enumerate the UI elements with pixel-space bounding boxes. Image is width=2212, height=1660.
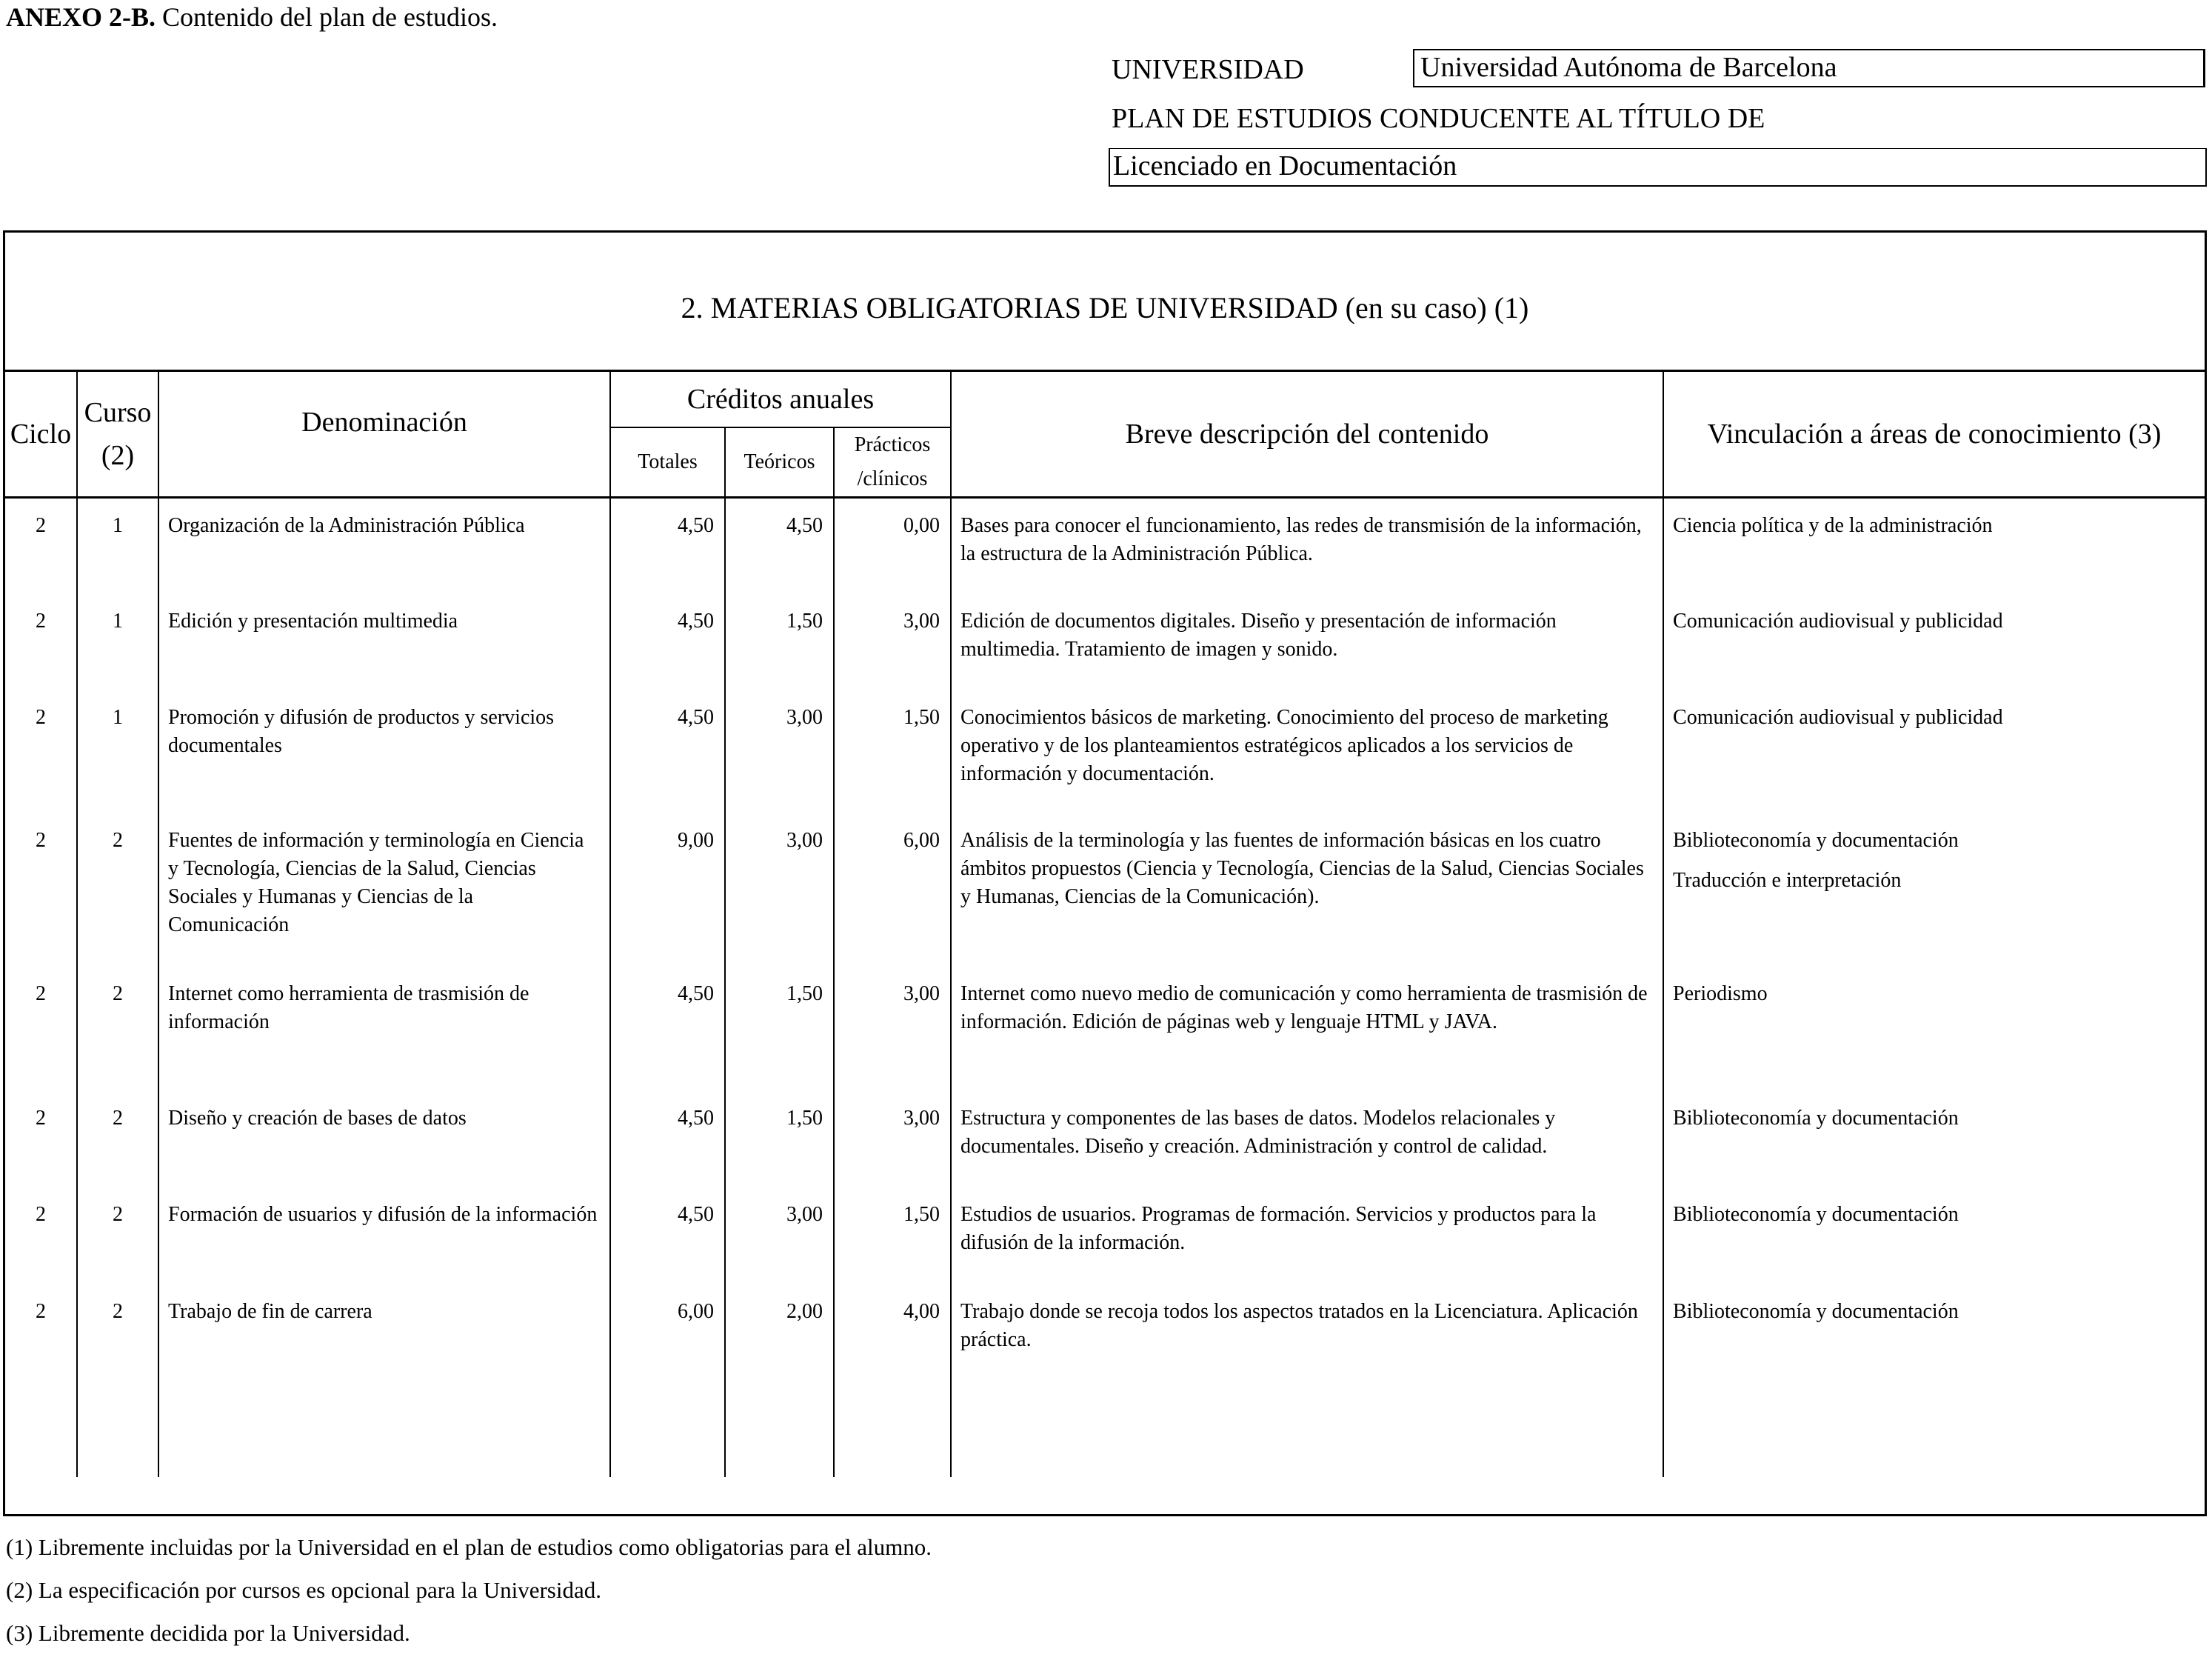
cell-teoricos: 3,00 — [725, 1187, 834, 1284]
cell-teoricos: 1,50 — [725, 1091, 834, 1187]
cell-totales: 4,50 — [610, 690, 725, 813]
cell-ciclo: 2 — [5, 1284, 77, 1399]
table-row — [5, 690, 2205, 813]
cell-totales: 6,00 — [610, 1284, 725, 1399]
subjects-table — [5, 370, 2205, 1477]
cell-descripcion: Análisis de la terminología y las fuentes de información básicas en los cuatro ámbitos propuestos (Ciencia y Tecnología, Ciencias de la Salud, Ciencias Sociales y Humanas, Ciencias de la Comunicación). — [951, 813, 1663, 967]
university-label: UNIVERSIDAD — [1112, 54, 1304, 85]
cell-denominacion: Edición y presentación multimedia — [158, 594, 610, 690]
cell-descripcion: Estructura y componentes de las bases de datos. Modelos relacionales y documentales. Diseño y creación. Administración y control de calidad. — [951, 1091, 1663, 1187]
cell-totales: 4,50 — [610, 1187, 725, 1284]
cell-practicos: 6,00 — [834, 813, 951, 967]
col-header-vinculacion: Vinculación a áreas de conocimiento (3) — [1663, 371, 2205, 498]
cell-areas — [1663, 967, 2205, 1091]
knowledge-area: Biblioteconomía y documentación — [1673, 1107, 1959, 1130]
empty-cell — [158, 1399, 610, 1477]
table-row — [5, 813, 2205, 967]
footnotes — [6, 1526, 932, 1655]
col-header-denominacion: Denominación — [158, 371, 610, 498]
cell-teoricos: 2,00 — [725, 1284, 834, 1399]
knowledge-area: Biblioteconomía y documentación — [1673, 829, 1959, 852]
cell-ciclo: 2 — [5, 1187, 77, 1284]
col-header-curso: Curso (2) — [77, 371, 158, 498]
table-row — [5, 1187, 2205, 1284]
cell-curso: 2 — [77, 1284, 158, 1399]
cell-areas — [1663, 813, 2205, 967]
cell-curso: 1 — [77, 594, 158, 690]
footnote-1: (1) Libremente incluidas por la Universidad en el plan de estudios como obligatorias para el alumno. — [6, 1534, 932, 1560]
annex-label: ANEXO 2-B. — [6, 2, 156, 32]
cell-ciclo: 2 — [5, 497, 77, 594]
cell-curso: 1 — [77, 497, 158, 594]
empty-cell — [77, 1399, 158, 1477]
cell-descripcion: Edición de documentos digitales. Diseño y presentación de información multimedia. Tratamiento de imagen y sonido. — [951, 594, 1663, 690]
cell-ciclo: 2 — [5, 690, 77, 813]
empty-cell — [834, 1399, 951, 1477]
cell-totales: 4,50 — [610, 1091, 725, 1187]
cell-areas — [1663, 1187, 2205, 1284]
university-field: Universidad Autónoma de Barcelona — [1413, 49, 2205, 87]
cell-denominacion: Fuentes de información y terminología en Ciencia y Tecnología, Ciencias de la Salud, Ciencias Sociales y Humanas y Ciencias de la Comunicación — [158, 813, 610, 967]
cell-areas — [1663, 1284, 2205, 1399]
knowledge-area: Periodismo — [1673, 982, 1768, 1005]
cell-curso: 1 — [77, 690, 158, 813]
empty-filler-row — [5, 1399, 2205, 1477]
cell-teoricos: 3,00 — [725, 813, 834, 967]
empty-cell — [610, 1399, 725, 1477]
subjects-table-frame — [3, 230, 2207, 1516]
curso-note: (2) — [101, 439, 135, 471]
annex-description: Contenido del plan de estudios. — [156, 2, 498, 32]
cell-areas — [1663, 1091, 2205, 1187]
cell-areas — [1663, 497, 2205, 594]
table-body — [5, 497, 2205, 1477]
table-row — [5, 497, 2205, 594]
cell-denominacion: Diseño y creación de bases de datos — [158, 1091, 610, 1187]
knowledge-area: Traducción e interpretación — [1673, 869, 1902, 892]
cell-practicos: 0,00 — [834, 497, 951, 594]
cell-denominacion: Internet como herramienta de trasmisión de información — [158, 967, 610, 1091]
cell-practicos: 1,50 — [834, 1187, 951, 1284]
cell-denominacion: Promoción y difusión de productos y servicios documentales — [158, 690, 610, 813]
cell-descripcion: Estudios de usuarios. Programas de formación. Servicios y productos para la difusión de la información. — [951, 1187, 1663, 1284]
cell-totales: 4,50 — [610, 967, 725, 1091]
cell-curso: 2 — [77, 1091, 158, 1187]
knowledge-area: Ciencia política y de la administración — [1673, 513, 1993, 537]
empty-cell — [1663, 1399, 2205, 1477]
footnote-2: (2) La especificación por cursos es opcional para la Universidad. — [6, 1577, 601, 1603]
cell-denominacion: Trabajo de fin de carrera — [158, 1284, 610, 1399]
knowledge-area: Biblioteconomía y documentación — [1673, 1300, 1959, 1323]
cell-practicos: 3,00 — [834, 594, 951, 690]
cell-teoricos: 1,50 — [725, 967, 834, 1091]
cell-ciclo: 2 — [5, 1091, 77, 1187]
col-header-teoricos: Teóricos — [725, 427, 834, 498]
cell-curso: 2 — [77, 967, 158, 1091]
cell-descripcion: Bases para conocer el funcionamiento, las redes de transmisión de la información, la estructura de la Administración Pública. — [951, 497, 1663, 594]
knowledge-area: Comunicación audiovisual y publicidad — [1673, 610, 2003, 633]
table-row — [5, 594, 2205, 690]
cell-ciclo: 2 — [5, 967, 77, 1091]
cell-areas — [1663, 594, 2205, 690]
knowledge-area: Comunicación audiovisual y publicidad — [1673, 706, 2003, 729]
table-row — [5, 1091, 2205, 1187]
cell-practicos: 3,00 — [834, 1091, 951, 1187]
col-header-practicos: Prácticos /clínicos — [834, 427, 951, 498]
col-header-ciclo: Ciclo — [5, 371, 77, 498]
cell-curso: 2 — [77, 1187, 158, 1284]
cell-descripcion: Internet como nuevo medio de comunicación y como herramienta de trasmisión de información. Edición de páginas web y lenguaje HTML y JAVA. — [951, 967, 1663, 1091]
cell-totales: 4,50 — [610, 594, 725, 690]
cell-practicos: 4,00 — [834, 1284, 951, 1399]
cell-teoricos: 4,50 — [725, 497, 834, 594]
empty-cell — [951, 1399, 1663, 1477]
plan-label: PLAN DE ESTUDIOS CONDUCENTE AL TÍTULO DE — [1112, 103, 1765, 134]
cell-totales: 9,00 — [610, 813, 725, 967]
col-header-totales: Totales — [610, 427, 725, 498]
empty-cell — [725, 1399, 834, 1477]
cell-practicos: 3,00 — [834, 967, 951, 1091]
cell-teoricos: 1,50 — [725, 594, 834, 690]
cell-descripcion: Conocimientos básicos de marketing. Conocimiento del proceso de marketing operativo y de los planteamientos estratégicos aplicados a los servicios de información y documentación. — [951, 690, 1663, 813]
col-header-creditos: Créditos anuales — [610, 371, 951, 427]
cell-descripcion: Trabajo donde se recoja todos los aspectos tratados en la Licenciatura. Aplicación práctica. — [951, 1284, 1663, 1399]
cell-denominacion: Organización de la Administración Pública — [158, 497, 610, 594]
empty-cell — [5, 1399, 77, 1477]
knowledge-area: Biblioteconomía y documentación — [1673, 1203, 1959, 1226]
annex-heading — [6, 1, 498, 33]
cell-curso: 2 — [77, 813, 158, 967]
cell-practicos: 1,50 — [834, 690, 951, 813]
cell-ciclo: 2 — [5, 594, 77, 690]
cell-denominacion: Formación de usuarios y difusión de la información — [158, 1187, 610, 1284]
cell-teoricos: 3,00 — [725, 690, 834, 813]
cell-ciclo: 2 — [5, 813, 77, 967]
table-row — [5, 967, 2205, 1091]
cell-totales: 4,50 — [610, 497, 725, 594]
cell-areas — [1663, 690, 2205, 813]
footnote-3: (3) Libremente decidida por la Universidad. — [6, 1620, 410, 1646]
col-header-descripcion: Breve descripción del contenido — [951, 371, 1663, 498]
table-row — [5, 1284, 2205, 1399]
degree-title-field: Licenciado en Documentación — [1109, 148, 2207, 187]
section-title: 2. MATERIAS OBLIGATORIAS DE UNIVERSIDAD (en su caso) (1) — [681, 291, 1529, 324]
